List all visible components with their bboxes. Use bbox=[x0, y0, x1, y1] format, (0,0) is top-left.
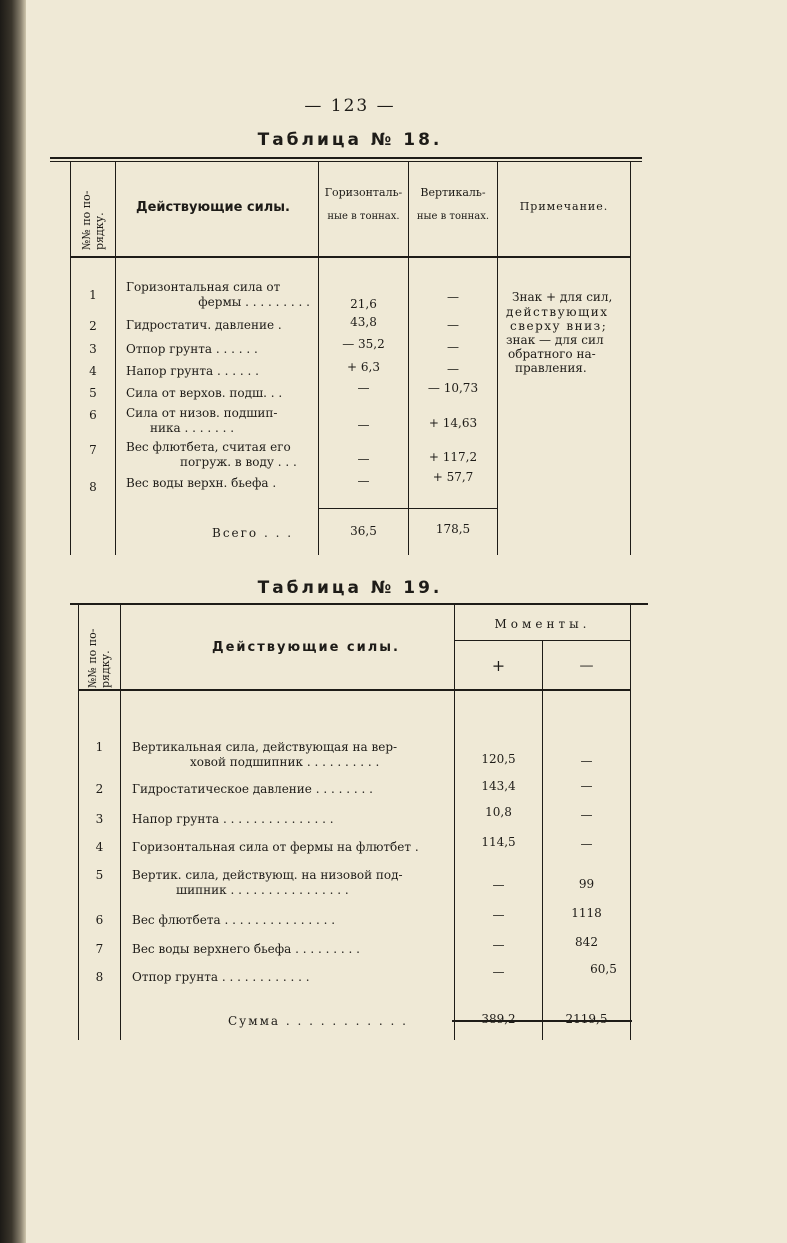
table-19-row-3-plus: 10,8 bbox=[485, 805, 512, 819]
table-19-row-6-plus: — bbox=[492, 908, 505, 922]
table-18-col-divider bbox=[497, 162, 498, 555]
table-19-header-num: №№ по по-рядку. bbox=[86, 628, 112, 688]
table-18-row-5-num: 5 bbox=[89, 386, 97, 400]
table-18-header-note: Примечание. bbox=[519, 200, 609, 213]
table-19-row-7-minus: 842 bbox=[575, 935, 598, 949]
table-19-row-8-num: 8 bbox=[95, 970, 104, 984]
table-18-header-vert-2: ные в тоннах. bbox=[416, 211, 490, 222]
table-18-row-5-vert: — 10,73 bbox=[427, 381, 479, 395]
table-18-total-label: Всего . . . bbox=[212, 526, 294, 540]
table-18-row-2-num: 2 bbox=[89, 319, 97, 333]
table-19-row-3-num: 3 bbox=[95, 812, 104, 826]
table-19-row-5-minus: 99 bbox=[578, 877, 595, 891]
table-19-row-8-label: Отпор грунта . . . . . . . . . . . . bbox=[132, 970, 310, 984]
table-18-total-horiz: 36,5 bbox=[350, 524, 377, 538]
table-19-total-minus: 2119,5 bbox=[565, 1012, 608, 1026]
table-18-row-3-num: 3 bbox=[89, 342, 97, 356]
table-19-row-4-plus: 114,5 bbox=[481, 835, 516, 849]
table-19-row-5-label-cont: шипник . . . . . . . . . . . . . . . . bbox=[176, 883, 349, 897]
table-19-row-4-minus: — bbox=[580, 837, 593, 851]
table-19-row-6-minus: 1118 bbox=[571, 906, 602, 920]
table-18-row-6-label-cont: ника . . . . . . . bbox=[150, 421, 235, 435]
table-18-row-1-label-cont: фермы . . . . . . . . . bbox=[198, 295, 310, 309]
table-19-row-2-plus: 143,4 bbox=[481, 779, 516, 793]
table-19-row-8-plus: — bbox=[492, 965, 505, 979]
table-18-header-horiz-1: Горизонталь- bbox=[324, 186, 403, 199]
table-19-total-label: Сумма . . . . . . . . . . . bbox=[228, 1014, 408, 1028]
table-19-row-8-minus: 60,5 bbox=[590, 962, 617, 976]
table-18-row-1-vert: — bbox=[447, 290, 459, 304]
table-19-row-1-label-cont: ховой подшипник . . . . . . . . . . bbox=[190, 755, 380, 769]
table-19-row-1-plus: 120,5 bbox=[481, 752, 516, 766]
table-19-row-5-label: Вертик. сила, действующ. на низовой под- bbox=[132, 868, 403, 882]
table-19-row-7-num: 7 bbox=[95, 942, 104, 956]
table-18-row-1-label: Горизонтальная сила от bbox=[126, 280, 281, 294]
table-18-row-2-label: Гидростатич. давление . bbox=[126, 318, 282, 332]
page-number: — 123 — bbox=[304, 96, 396, 116]
table-18-row-7-label: Вес флютбета, считая его bbox=[126, 440, 291, 454]
table-19-header-forces: Действующие силы. bbox=[212, 640, 400, 655]
table-18-row-6-label: Сила от низов. подшип- bbox=[126, 406, 278, 420]
table-18-row-6-horiz: — bbox=[357, 418, 370, 432]
table-18-row-2-vert: — bbox=[447, 318, 459, 332]
book-binding-edge bbox=[0, 0, 26, 1243]
table-18-header-horiz-2: ные в тоннах. bbox=[327, 211, 400, 222]
table-18-row-8-num: 8 bbox=[89, 480, 97, 494]
table-18-row-2-horiz: 43,8 bbox=[350, 315, 377, 329]
table-19-row-5-num: 5 bbox=[95, 868, 104, 882]
table-19-row-3-label: Напор грунта . . . . . . . . . . . . . . . bbox=[132, 812, 334, 826]
table-18-row-7-num: 7 bbox=[89, 443, 97, 457]
table-18-row-3-vert: — bbox=[447, 340, 459, 354]
table-18-header-vert-1: Вертикаль- bbox=[420, 186, 486, 199]
table-19-top-rule bbox=[70, 603, 648, 605]
table-18-row-5-horiz: — bbox=[357, 381, 370, 395]
table-18-row-4-vert: — bbox=[447, 362, 459, 376]
table-19-title: Таблица № 19. bbox=[257, 578, 443, 598]
table-18-row-1-horiz: 21,6 bbox=[350, 297, 377, 311]
table-18-row-5-label: Сила от верхов. подш. . . bbox=[126, 386, 283, 400]
table-19-row-2-minus: — bbox=[580, 779, 593, 793]
table-19-col-divider bbox=[120, 605, 121, 1040]
table-18-row-4-num: 4 bbox=[89, 364, 97, 378]
table-18-row-7-label-cont: погруж. в воду . . . bbox=[180, 455, 297, 469]
table-18-top-rule-thin bbox=[50, 161, 642, 162]
table-19-total-plus: 389,2 bbox=[481, 1012, 516, 1026]
table-19-header-rule bbox=[78, 689, 630, 691]
table-19-row-4-label: Горизонтальная сила от фермы на флютбет . bbox=[132, 840, 419, 854]
table-18-total-vert: 178,5 bbox=[435, 522, 471, 536]
table-18-row-7-horiz: — bbox=[357, 452, 370, 466]
table-19-row-6-label: Вес флютбета . . . . . . . . . . . . . . . bbox=[132, 913, 336, 927]
table-18-row-8-label: Вес воды верхн. бьефа . bbox=[126, 476, 277, 490]
table-18-note-line: действующих bbox=[506, 305, 609, 319]
table-19-row-2-num: 2 bbox=[95, 782, 104, 796]
table-18-header-forces: Действующие силы. bbox=[136, 200, 290, 215]
table-19-header-plus: + bbox=[491, 656, 506, 675]
table-18-note-line: знак — для сил bbox=[506, 333, 604, 347]
table-18-note-line: Знак + для сил, bbox=[512, 290, 613, 304]
table-19-row-7-label: Вес воды верхнего бьефа . . . . . . . . . bbox=[132, 942, 360, 956]
table-18-border-right bbox=[630, 162, 631, 555]
table-18-note-line: правления. bbox=[515, 361, 587, 375]
table-18-row-6-num: 6 bbox=[89, 408, 97, 422]
table-18-title: Таблица № 18. bbox=[257, 130, 443, 150]
table-18-row-7-vert: + 117,2 bbox=[428, 450, 478, 464]
table-18-row-8-horiz: — bbox=[357, 474, 370, 488]
table-18-note-line: сверху вниз; bbox=[510, 319, 608, 333]
table-19-row-7-plus: — bbox=[492, 938, 505, 952]
table-19-row-4-num: 4 bbox=[95, 840, 104, 854]
table-18-row-4-label: Напор грунта . . . . . . bbox=[126, 364, 259, 378]
table-19-row-3-minus: — bbox=[580, 808, 593, 822]
table-19-header-moments: Моменты. bbox=[494, 617, 591, 631]
table-19-row-5-plus: — bbox=[492, 878, 505, 892]
table-18-row-3-horiz: — 35,2 bbox=[342, 337, 385, 351]
table-19-row-1-label: Вертикальная сила, действующая на вер- bbox=[132, 740, 398, 754]
table-18-col-divider bbox=[115, 162, 116, 555]
table-19-row-1-minus: — bbox=[580, 754, 593, 768]
table-18-border-left bbox=[70, 162, 71, 555]
table-18-row-6-vert: + 14,63 bbox=[428, 416, 478, 430]
table-18-row-8-vert: + 57,7 bbox=[432, 470, 474, 484]
table-19-row-1-num: 1 bbox=[95, 740, 104, 754]
table-19-row-2-label: Гидростатическое давление . . . . . . . . bbox=[132, 782, 373, 796]
table-19-header-minus: — bbox=[579, 658, 594, 674]
table-18-row-4-horiz: + 6,3 bbox=[347, 360, 380, 374]
table-18-top-rule bbox=[50, 157, 642, 159]
table-18-header-num: №№ по по-рядку. bbox=[80, 190, 106, 250]
table-18-row-3-label: Отпор грунта . . . . . . bbox=[126, 342, 258, 356]
table-18-header-rule bbox=[70, 256, 630, 258]
table-18-note-line: обратного на- bbox=[508, 347, 596, 361]
table-19-row-6-num: 6 bbox=[95, 913, 104, 927]
table-18-row-1-num: 1 bbox=[89, 288, 97, 302]
